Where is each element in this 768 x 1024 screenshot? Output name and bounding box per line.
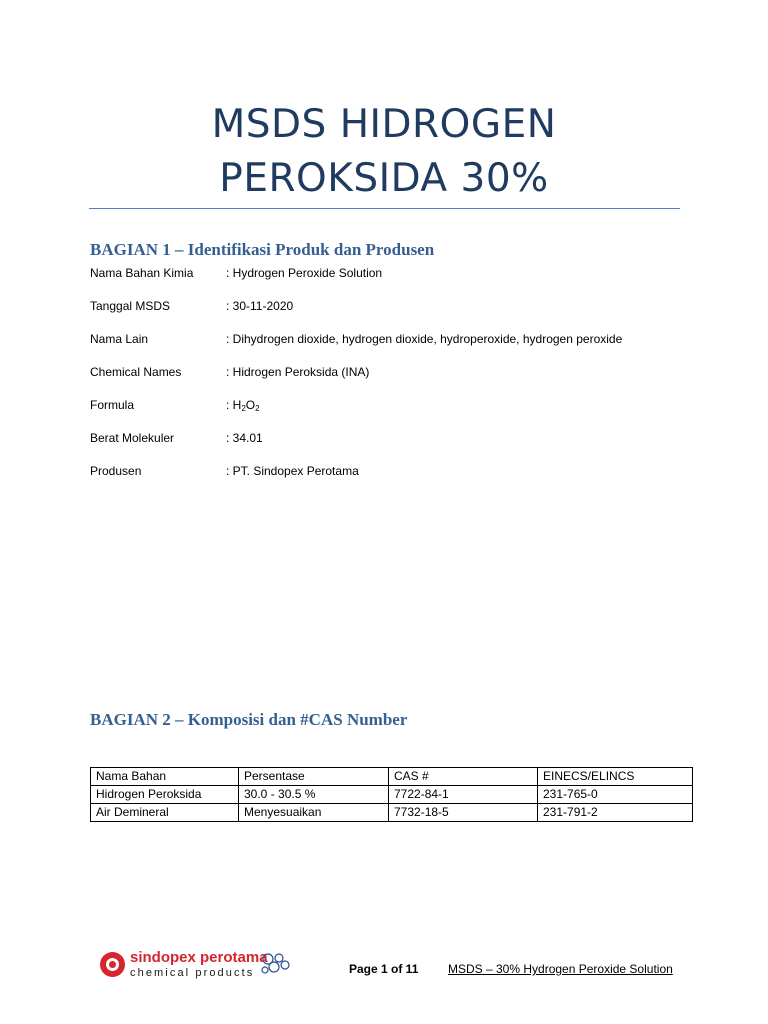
table-row <box>91 804 693 822</box>
document-reference: MSDS – 30% Hydrogen Peroxide Solution <box>448 962 673 976</box>
page-number: Page 1 of 11 <box>349 962 419 976</box>
table-cell: Air Demineral <box>91 804 239 822</box>
field-value: : Dihydrogen dioxide, hydrogen dioxide, hydroperoxide, hydrogen peroxide <box>226 332 623 346</box>
molecule-logo-icon <box>258 950 292 978</box>
table-header-cell: Nama Bahan <box>91 768 239 786</box>
table-cell: 7732-18-5 <box>389 804 538 822</box>
title-line-1: MSDS HIDROGEN <box>211 102 557 147</box>
field-value: : Hydrogen Peroxide Solution <box>226 266 383 280</box>
field-value: : 34.01 <box>226 431 263 445</box>
composition-table <box>90 767 693 822</box>
logo-subtitle: chemical products <box>130 967 255 979</box>
logo-name: sindopex perotama <box>130 949 268 966</box>
table-cell: 7722-84-1 <box>389 786 538 804</box>
table-cell: Hidrogen Peroksida <box>91 786 239 804</box>
table-cell: 231-791-2 <box>538 804 693 822</box>
field-label: Produsen <box>90 464 142 478</box>
table-cell: Menyesuaikan <box>239 804 389 822</box>
table-header-cell: Persentase <box>239 768 389 786</box>
title-line-2: PEROKSIDA 30% <box>219 156 549 201</box>
field-label: Formula <box>90 398 135 412</box>
field-label: Chemical Names <box>90 365 182 379</box>
section-1-heading: BAGIAN 1 – Identifikasi Produk dan Produsen <box>90 240 435 259</box>
section-2-heading: BAGIAN 2 – Komposisi dan #CAS Number <box>90 710 408 729</box>
table-header-row <box>91 768 693 786</box>
document-title <box>0 98 768 206</box>
title-divider <box>89 208 680 209</box>
field-label: Nama Bahan Kimia <box>90 266 194 280</box>
field-label: Nama Lain <box>90 332 149 346</box>
table-header-cell: CAS # <box>389 768 538 786</box>
field-label: Tanggal MSDS <box>90 299 171 313</box>
field-value: : Hidrogen Peroksida (INA) <box>226 365 370 379</box>
field-label: Berat Molekuler <box>90 431 175 445</box>
field-value: : $H_2O_2$ <box>226 398 260 413</box>
logo-mark-icon <box>100 952 125 977</box>
table-cell: 231-765-0 <box>538 786 693 804</box>
table-row <box>91 786 693 804</box>
field-value: : 30-11-2020 <box>226 299 294 313</box>
table-cell: 30.0 - 30.5 % <box>239 786 389 804</box>
table-header-cell: EINECS/ELINCS <box>538 768 693 786</box>
field-value: : PT. Sindopex Perotama <box>226 464 359 478</box>
